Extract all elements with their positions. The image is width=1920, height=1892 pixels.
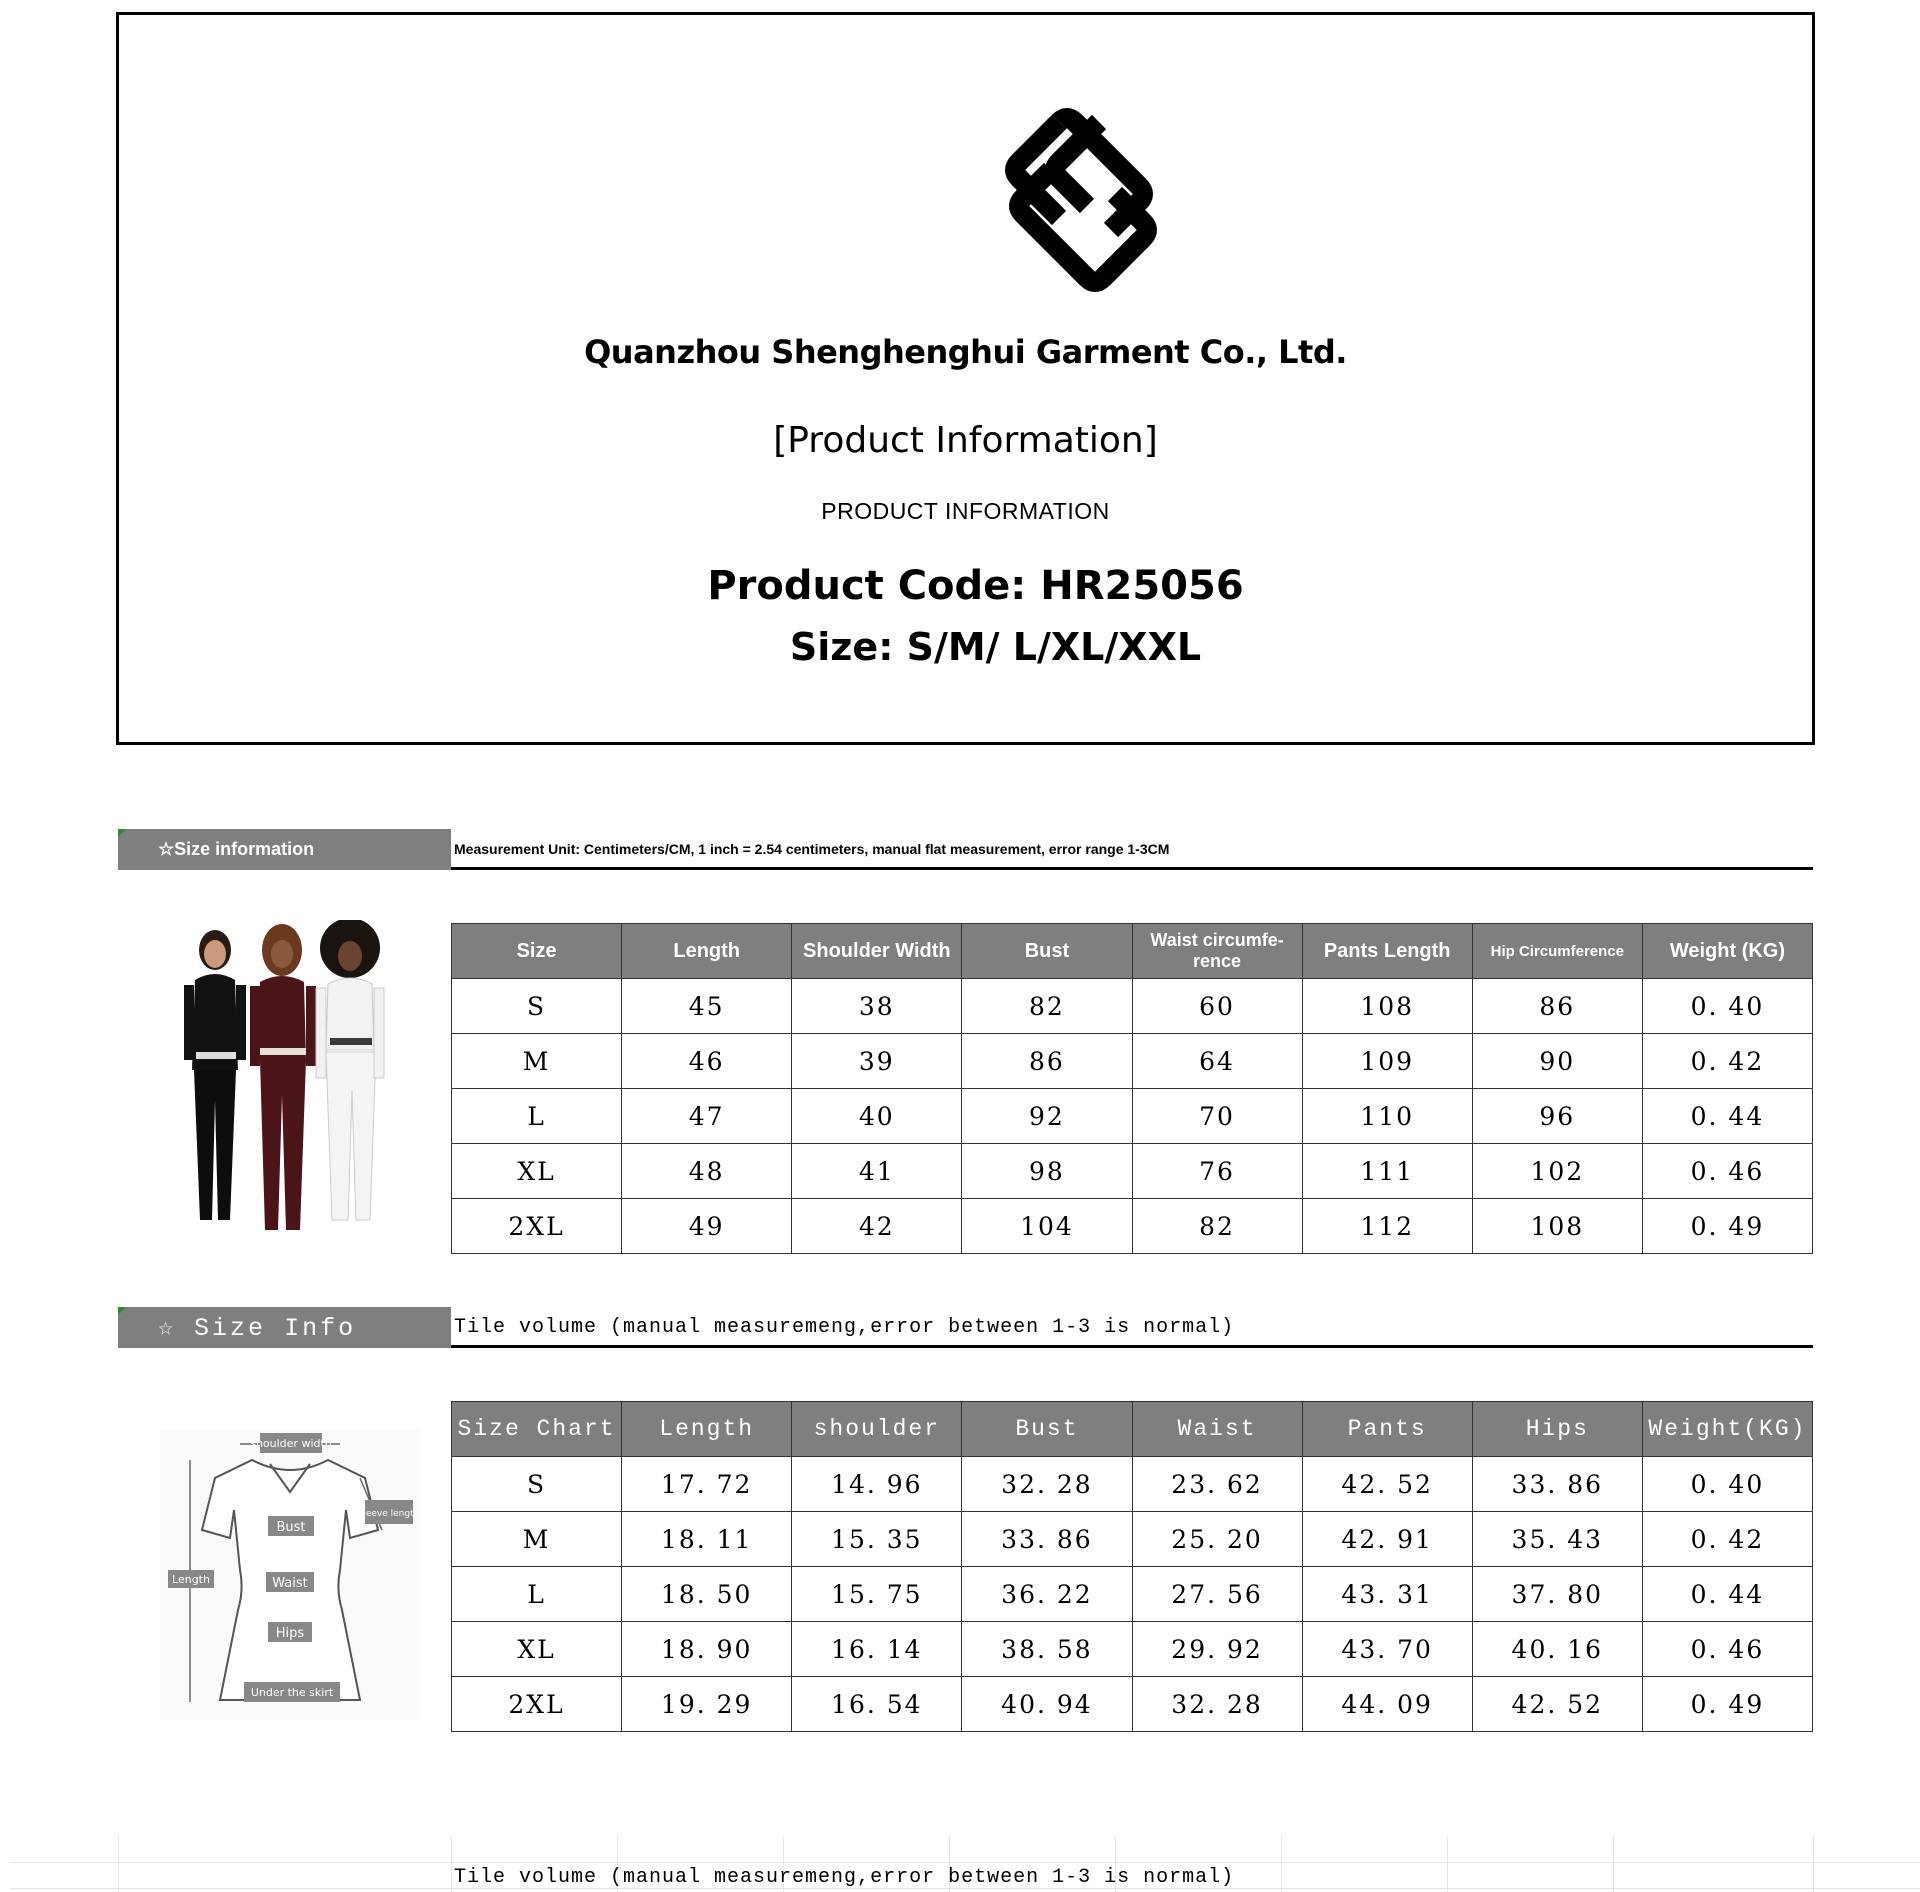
table-cell: 40. 16 <box>1472 1622 1642 1677</box>
size-table-cm <box>451 923 1813 1254</box>
col-header: Bust <box>962 1402 1132 1457</box>
diagram-label-sleeve: sleeve length <box>358 1509 420 1519</box>
size-information-label: ☆Size information <box>118 829 451 870</box>
table-cell: 70 <box>1132 1089 1302 1144</box>
table-row <box>452 1199 1813 1254</box>
table-row <box>452 1677 1813 1732</box>
table-cell: M <box>452 1512 622 1567</box>
table-cell: 23. 62 <box>1132 1457 1302 1512</box>
diagram-label-waist: Waist <box>272 1576 308 1591</box>
table-cell: 40 <box>792 1089 962 1144</box>
table-cell: 0. 46 <box>1642 1622 1812 1677</box>
table-cell: 92 <box>962 1089 1132 1144</box>
table-cell: S <box>452 979 622 1034</box>
table-cell: 42 <box>792 1199 962 1254</box>
col-header: Length <box>622 924 792 979</box>
col-header: Weight (KG) <box>1642 924 1812 979</box>
col-header: Shoulder Width <box>792 924 962 979</box>
table-cell: 49 <box>622 1199 792 1254</box>
table-cell: 41 <box>792 1144 962 1199</box>
table-cell: 39 <box>792 1034 962 1089</box>
table-cell: 112 <box>1302 1199 1472 1254</box>
table-cell: 33. 86 <box>1472 1457 1642 1512</box>
model-photo <box>170 920 400 1250</box>
table-cell: 27. 56 <box>1132 1567 1302 1622</box>
cell-marker <box>118 829 126 837</box>
grid-line <box>1447 1836 1448 1892</box>
product-code: Product Code: HR25056 <box>707 563 1244 609</box>
measurement-diagram <box>160 1430 420 1720</box>
table-cell: 0. 42 <box>1642 1034 1812 1089</box>
table-cell: 19. 29 <box>622 1677 792 1732</box>
table-cell: 15. 75 <box>792 1567 962 1622</box>
col-header: shoulder <box>792 1402 962 1457</box>
col-header: Size Chart <box>452 1402 622 1457</box>
table-cell: 18. 90 <box>622 1622 792 1677</box>
table-cell: 46 <box>622 1034 792 1089</box>
diagram-label-length: Length <box>172 1573 210 1586</box>
company-logo-icon <box>999 100 1164 300</box>
table-cell: 29. 92 <box>1132 1622 1302 1677</box>
table-row <box>452 1089 1813 1144</box>
table-cell: 90 <box>1472 1034 1642 1089</box>
table-cell: XL <box>452 1144 622 1199</box>
table-cell: 108 <box>1472 1199 1642 1254</box>
table-cell: 82 <box>962 979 1132 1034</box>
table-cell: 111 <box>1302 1144 1472 1199</box>
table-cell: 2XL <box>452 1199 622 1254</box>
table-cell: 0. 49 <box>1642 1677 1812 1732</box>
section-subtitle: PRODUCT INFORMATION <box>821 498 1110 524</box>
measurement-note: Measurement Unit: Centimeters/CM, 1 inch = 2.54 centimeters, manual flat measurement, error range 1-3CM <box>454 841 1170 857</box>
col-header: Weight(KG) <box>1642 1402 1812 1457</box>
table-row <box>452 1034 1813 1089</box>
size-table-inch <box>451 1401 1813 1732</box>
table-cell: S <box>452 1457 622 1512</box>
table-cell: 0. 49 <box>1642 1199 1812 1254</box>
table-cell: 48 <box>622 1144 792 1199</box>
table-cell: 16. 14 <box>792 1622 962 1677</box>
table-cell: 86 <box>1472 979 1642 1034</box>
table-cell: 76 <box>1132 1144 1302 1199</box>
col-header: Hips <box>1472 1402 1642 1457</box>
table-cell: 60 <box>1132 979 1302 1034</box>
table-cell: 102 <box>1472 1144 1642 1199</box>
table-cell: 16. 54 <box>792 1677 962 1732</box>
table-cell: 2XL <box>452 1677 622 1732</box>
table-cell: M <box>452 1034 622 1089</box>
table-cell: 42. 52 <box>1472 1677 1642 1732</box>
table-cell: 98 <box>962 1144 1132 1199</box>
table-cell: 0. 44 <box>1642 1089 1812 1144</box>
table-header-row <box>452 1402 1813 1457</box>
col-header: Length <box>622 1402 792 1457</box>
table-cell: 64 <box>1132 1034 1302 1089</box>
grid-line <box>118 1836 119 1892</box>
table-cell: 35. 43 <box>1472 1512 1642 1567</box>
table-cell: 36. 22 <box>962 1567 1132 1622</box>
table-cell: 18. 11 <box>622 1512 792 1567</box>
table-cell: 96 <box>1472 1089 1642 1144</box>
table-cell: 38. 58 <box>962 1622 1132 1677</box>
table-row <box>452 1567 1813 1622</box>
table-cell: 37. 80 <box>1472 1567 1642 1622</box>
diagram-label-hem: Under the skirt <box>250 1686 334 1699</box>
diagram-label-bust: Bust <box>276 1520 306 1535</box>
table-cell: 47 <box>622 1089 792 1144</box>
grid-line <box>1813 1836 1814 1892</box>
table-cell: 32. 28 <box>1132 1677 1302 1732</box>
table-row <box>452 1144 1813 1199</box>
col-header: Pants Length <box>1302 924 1472 979</box>
table-cell: 40. 94 <box>962 1677 1132 1732</box>
footer-note: Tile volume (manual measuremeng,error between 1-3 is normal) <box>454 1866 1235 1889</box>
table-cell: 108 <box>1302 979 1472 1034</box>
table-row <box>452 979 1813 1034</box>
grid-line <box>1281 1836 1282 1892</box>
table-row <box>452 1512 1813 1567</box>
table-cell: XL <box>452 1622 622 1677</box>
table-cell: 32. 28 <box>962 1457 1132 1512</box>
table-cell: 82 <box>1132 1199 1302 1254</box>
table-cell: 0. 46 <box>1642 1144 1812 1199</box>
table-cell: 38 <box>792 979 962 1034</box>
table-cell: 14. 96 <box>792 1457 962 1512</box>
product-info-header <box>116 12 1815 745</box>
table-cell: 15. 35 <box>792 1512 962 1567</box>
col-header: Size <box>452 924 622 979</box>
table-cell: 0. 42 <box>1642 1512 1812 1567</box>
section-title: [Product Information] <box>773 420 1158 461</box>
table-row <box>452 1457 1813 1512</box>
col-header: Waist circumfe- rence <box>1132 924 1302 979</box>
table-cell: 45 <box>622 979 792 1034</box>
table-cell: 25. 20 <box>1132 1512 1302 1567</box>
table-header-row <box>452 924 1813 979</box>
table-cell: L <box>452 1089 622 1144</box>
company-name: Quanzhou Shenghenghui Garment Co., Ltd. <box>584 333 1347 371</box>
grid-line <box>451 1836 452 1892</box>
tile-volume-note: Tile volume (manual measuremeng,error between 1-3 is normal) <box>454 1316 1235 1339</box>
col-header: Bust <box>962 924 1132 979</box>
table-cell: 0. 40 <box>1642 1457 1812 1512</box>
size-info-label: ☆ Size Info <box>118 1307 451 1348</box>
table-cell: 43. 70 <box>1302 1622 1472 1677</box>
table-cell: 42. 91 <box>1302 1512 1472 1567</box>
table-row <box>452 1622 1813 1677</box>
diagram-label-hips: Hips <box>275 1626 305 1641</box>
col-header: Pants <box>1302 1402 1472 1457</box>
col-header: Hip Circumference <box>1472 924 1642 979</box>
size-line: Size: S/M/ L/XL/XXL <box>789 625 1202 669</box>
col-header: Waist <box>1132 1402 1302 1457</box>
table-cell: 110 <box>1302 1089 1472 1144</box>
grid-line <box>1613 1836 1614 1892</box>
table-cell: 44. 09 <box>1302 1677 1472 1732</box>
table-cell: 109 <box>1302 1034 1472 1089</box>
table-cell: 42. 52 <box>1302 1457 1472 1512</box>
table-cell: 33. 86 <box>962 1512 1132 1567</box>
diagram-label-shoulder: shoulder width <box>250 1437 332 1450</box>
table-cell: 86 <box>962 1034 1132 1089</box>
table-cell: L <box>452 1567 622 1622</box>
table-cell: 17. 72 <box>622 1457 792 1512</box>
grid-line <box>10 1862 1920 1863</box>
table-cell: 0. 44 <box>1642 1567 1812 1622</box>
table-cell: 0. 40 <box>1642 979 1812 1034</box>
table-cell: 18. 50 <box>622 1567 792 1622</box>
table-cell: 43. 31 <box>1302 1567 1472 1622</box>
table-cell: 104 <box>962 1199 1132 1254</box>
cell-marker <box>118 1307 126 1315</box>
